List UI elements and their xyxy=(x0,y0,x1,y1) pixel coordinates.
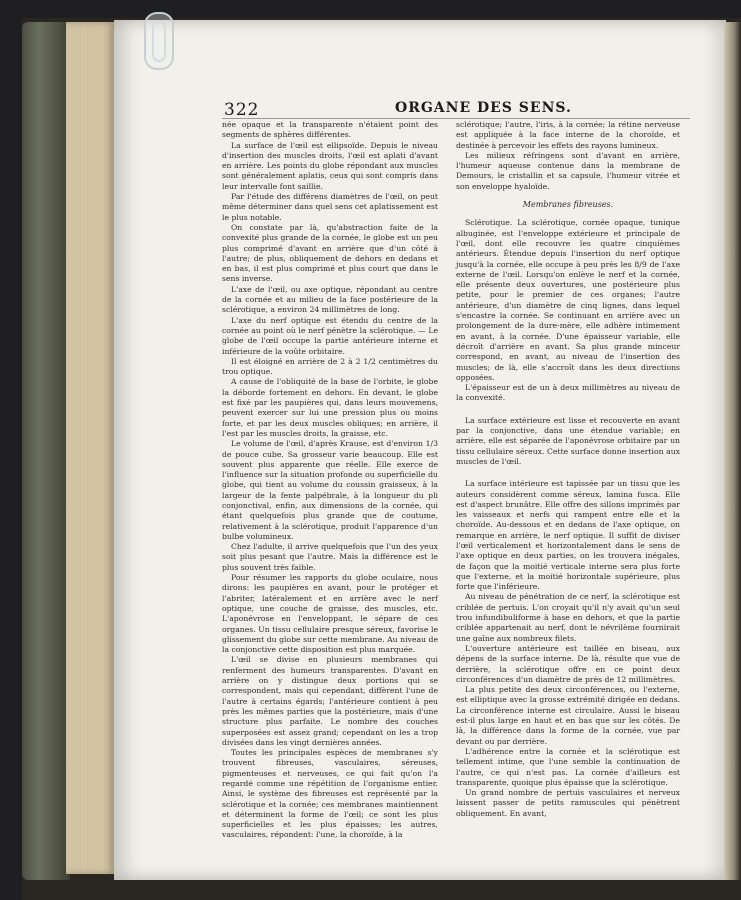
right-column xyxy=(456,120,680,819)
page-number: 322 xyxy=(224,100,260,120)
paragraph: Chez l'adulte, il arrive quelquefois que l'un des yeux soit plus pesant que l'autre. Mais la différence est le plus souvent très faible. xyxy=(222,542,438,572)
paragraph: Toutes les principales espèces de membranes s'y trouvent fibreuses, vasculaires, séreuses, pigmenteuses et nerveuses, ce qui fait qu'on l'a regardé comme une répétition de l'organisme entier. Ainsi, le système des fibreuses est représenté par la sclérotique et la cornée; ces membranes maintiennent et déterminent la forme de l'œil; ce sont les plus superficielles et les plus épaisses; les autres, vasculaires, répondent: l'une, la choroïde, à la xyxy=(222,748,438,840)
paragraph: Les milieux réfringens sont d'avant en arrière, l'humeur aqueuse contenue dans la membrane de Demours, le cristallin et sa capsule, l'humeur vitrée et son enveloppe hyaloïde. xyxy=(456,150,680,191)
paper-clip-inner xyxy=(152,20,166,62)
book-cover-left xyxy=(22,22,70,880)
paragraph: Au niveau de pénétration de ce nerf, la sclérotique est criblée de pertuis. L'on croyait qu'il n'y avait qu'un seul trou infundibuliforme à base en dehors, et que la partie criblée appartenait au nerf, dont le névrilème fournirait une gaîne aux nombreux filets. xyxy=(456,592,680,643)
paper-clip-icon xyxy=(144,12,174,70)
paragraph: née opaque et la transparente n'étaient point des segments de sphères différentes. xyxy=(222,120,438,140)
paragraph: L'axe du nerf optique est étendu du centre de la cornée au point où le nerf pénètre la sclérotique. — Le globe de l'œil occupe la partie antérieure interne et inférieure de la voûte orbitaire. xyxy=(222,315,438,356)
header-rule xyxy=(222,118,690,119)
paragraph: Un grand nombre de pertuis vasculaires et nerveux laissent passer de petits ramuscules qui pénètrent obliquement. En avant, xyxy=(456,788,680,818)
page-edges xyxy=(66,22,116,874)
paragraph: L'œil se divise en plusieurs membranes qui renferment des humeurs transparentes. D'avant en arrière on y distingue deux portions qui se correspondent, mais qui cependant, diffèrent l'une de l'autre à certains égards; l'antérieure contient à peu près les mêmes parties que la postérieure, mais d'une structure plus parfaite. Le nombre des couches superposées est assez grand; cependant on les a trop divisées dans les vingt dernières années. xyxy=(222,655,438,747)
paragraph: Par l'étude des différens diamètres de l'œil, on peut même déterminer dans quel sens cet aplatissement est le plus notable. xyxy=(222,192,438,222)
paragraph: sclérotique; l'autre, l'iris, à la cornée; la rétine nerveuse est appliquée à la face interne de la choroïde, et destinée à percevoir les effets des rayons lumineux. xyxy=(456,120,680,150)
paragraph: La surface de l'œil est ellipsoïde. Depuis le niveau d'insertion des muscles droits, l'œil est aplati d'avant en arrière. Les points du globe répondant aux muscles sont généralement aplatis, ceux qui sont compris dans leur intervalle font saillie. xyxy=(222,140,438,191)
paragraph: L'adhérence entre la cornée et la sclérotique est tellement intime, que l'une semble la continuation de l'autre, ce qui n'est pas. La cornée d'ailleurs est transparente, quoique plus épaisse que la sclérotique. xyxy=(456,746,680,787)
paragraph: L'ouverture antérieure est taillée en biseau, aux dépens de la surface interne. De là, résulte que vue de derrière, la sclérotique offre en ce point deux circonférences d'un diamètre de près de 12 millimètres. xyxy=(456,643,680,684)
facing-page-edge xyxy=(724,22,741,880)
paragraph: La surface extérieure est lisse et recouverte en avant par la conjonctive, dans une étendue variable; en arrière, elle est séparée de l'aponévrose orbitaire par un tissu cellulaire séreux. Cette surface donne insertion aux muscles de l'œil. xyxy=(456,415,680,466)
paragraph: La surface intérieure est tapissée par un tissu que les auteurs considèrent comme séreux, lamina fusca. Elle est d'aspect brunâtre. Elle offre des sillons imprimés par les vaisseaux et nerfs qui rampent entre elle et la choroïde. Au-dessous et en dedans de l'axe optique, on remarque en arrière, le nerf optique. Il suffit de diviser l'œil verticalement et horizontalement dans le sens de l'axe optique en deux parties, on les trouvera inégales, de façon que la moitié verticale interne sera plus forte que l'externe, et la moitié horizontale supérieure, plus forte que l'inférieure. xyxy=(456,479,680,592)
paragraph: Pour résumer les rapports du globe oculaire, nous dirons: les paupières en avant, pour le protéger et l'abriter, latéralement et en arrière avec le nerf optique, une couche de graisse, des muscles, etc. L'aponévrose en l'enveloppant, le sépare de ces organes. Un tissu cellulaire presque séreux, favorise le glissement du globe sur cette membrane. Au niveau de la conjonctive cette disposition est plus marquée. xyxy=(222,573,438,655)
paragraph: Il est éloigné en arrière de 2 à 2 1/2 centimètres du trou optique. xyxy=(222,356,438,377)
paragraph: L'épaisseur est de un à deux millimètres au niveau de la convexité. xyxy=(456,383,680,403)
section-heading: Membranes fibreuses. xyxy=(522,200,614,210)
paragraph: L'axe de l'œil, ou axe optique, répondant au centre de la cornée et au milieu de la face postérieure de la sclérotique, a environ 24 millimètres de long. xyxy=(222,284,438,315)
left-column xyxy=(222,120,438,841)
running-title: ORGANE DES SENS. xyxy=(395,100,572,116)
paragraph: Sclérotique. La sclérotique, cornée opaque, tunique albuginée, est l'enveloppe extérieure et principale de l'œil, dont elle recouvre les quatre cinquièmes antérieurs. Étendue depuis l'insertion du nerf optique jusqu'à la cornée, elle occupe à peu près les 8/9 de l'axe externe de l'œil. Lorsqu'on enlève le nerf et la cornée, elle présente deux ouvertures, une postérieure plus petite, pour le premier de ces organes; l'autre antérieure, d'un diamètre de cinq lignes, dans lequel s'encastre la cornée. Se continuant en arrière avec un prolongement de la dure-mère, elle adhère intimement en avant, à la cornée. D'une épaisseur variable, elle décroît d'arrière en avant. Sa plus grande minceur correspond, en avant, au niveau de l'insertion des muscles; de là, elle s'accroît dans les deux directions opposées. xyxy=(456,218,680,382)
paragraph: On constate par là, qu'abstraction faite de la convexité plus grande de la cornée, le globe est un peu plus comprimé d'avant en arrière que d'un côté à l'autre; de plus, obliquement de dehors en dedans et en bas, il est plus comprimé et plus court que dans le sens inverse. xyxy=(222,222,438,284)
paragraph: La plus petite des deux circonférences, ou l'externe, est elliptique avec la grosse extrémité dirigée en dedans. La circonférence interne est circulaire. Aussi le biseau est-il plus large en haut et en bas que sur les côtés. De là, la différence dans la forme de la cornée, vue par devant ou par derrière. xyxy=(456,685,680,746)
paragraph: A cause de l'obliquité de la base de l'orbite, le globe la déborde fortement en dehors. En devant, le globe est fixé par les paupières qui, dans leurs mouvemens, peuvent exercer sur lui une pression plus ou moins forte, et par les deux muscles obliques; en arrière, il l'est par les muscles droits, la graisse, etc. xyxy=(222,377,438,438)
paragraph: Le volume de l'œil, d'après Krause, est d'environ 1/3 de pouce cube. Sa grosseur varie beaucoup. Elle est souvent plus apparente que réelle. Elle exerce de l'influence sur la situation profonde ou superficielle du globe, qui tient au volume du coussin graisseux, à la largeur de la fente palpébrale, à la longueur du pli conjonctival, enfin, aux dimensions de la cornée, qui étant quelquefois plus grande que de coutume, relativement à la sclérotique, produit l'apparence d'un bulbe volumineux. xyxy=(222,439,438,541)
